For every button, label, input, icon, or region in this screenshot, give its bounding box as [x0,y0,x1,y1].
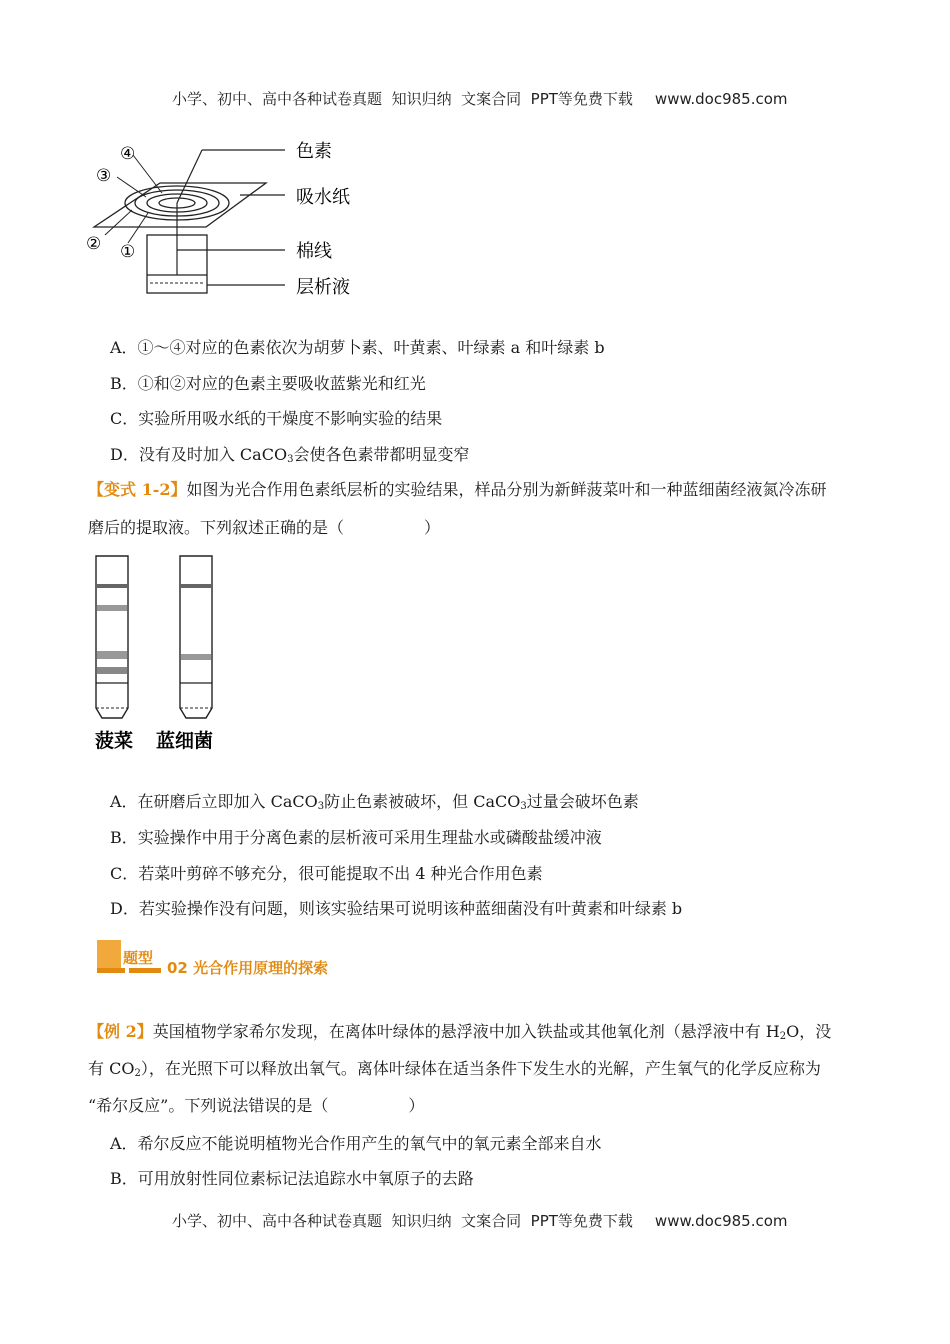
section-title: 02 光合作用原理的探索 [167,959,329,977]
example-line2 [88,1056,821,1079]
q1-option-d-text: D．没有及时加入 CaCO [110,445,288,464]
q1-option-d-tail: 会使各色素带都明显变窄 [293,445,470,464]
fig1-label-thread: 棉线 [296,241,332,262]
q2-option-a-post: 过量会破坏色素 [526,792,639,811]
footer-url: www.doc985.com [654,1212,788,1230]
fig1-label-paper: 吸水纸 [296,187,350,208]
example-text1b: O，没 [786,1022,832,1041]
q1-option-d-sub: 3 [287,454,294,465]
fig1-number-2: ② [86,234,102,254]
header-text: 小学、初中、高中各种试卷真题 知识归纳 文案合同 PPT等免费下载 [172,90,633,108]
example-text1a: 英国植物学家希尔发现，在离体叶绿体的悬浮液中加入铁盐或其他氧化剂（悬浮液中有 H [152,1022,780,1041]
q1-option-b: B．①和②对应的色素主要吸收蓝紫光和红光 [110,374,426,393]
header-url: www.doc985.com [654,90,788,108]
footer-text: 小学、初中、高中各种试卷真题 知识归纳 文案合同 PPT等免费下载 [172,1212,633,1230]
fig1-label-pigment: 色素 [296,141,332,162]
variant-tag: 【变式 1-2】 [88,480,187,499]
example-line1 [88,1019,831,1042]
q2-option-a-pre: A．在研磨后立即加入 CaCO [110,792,318,811]
q1-option-c: C．实验所用吸水纸的干燥度不影响实验的结果 [110,409,443,428]
example-option-b: B．可用放射性同位素标记法追踪水中氧原子的去路 [110,1169,474,1188]
q2-option-a-sub2: 3 [520,801,527,812]
section-badge [97,940,167,976]
example-sub-co2: 2 [134,1068,141,1079]
page-header [0,70,950,109]
fig2-label-cyanobacteria: 蓝细菌 [156,730,214,752]
q2-option-a-sub1: 3 [317,801,325,812]
fig2-label-spinach: 菠菜 [95,730,134,752]
variant-line2: 磨后的提取液。下列叙述正确的是（ ） [88,518,441,537]
example-line3: “希尔反应”。下列说法错误的是（ ） [88,1096,425,1115]
q2-option-d: D．若实验操作没有问题，则该实验结果可说明该种蓝细菌没有叶黄素和叶绿素 b [110,899,683,918]
q2-option-a-mid: 防止色素被破坏，但 CaCO [324,792,521,811]
example-sub-h2o: 2 [779,1031,787,1042]
example-option-a: A．希尔反应不能说明植物光合作用产生的氧气中的氧元素全部来自水 [110,1134,602,1153]
fig1-number-1: ① [120,242,136,262]
chromatography-diagram [80,135,380,305]
example-text2a: 有 CO [88,1059,135,1078]
page-footer [0,1192,950,1231]
q1-option-a: A．①～④对应的色素依次为胡萝卜素、叶黄素、叶绿素 a 和叶绿素 b [110,338,605,357]
fig1-number-4: ④ [120,144,136,164]
example-text2b: ），在光照下可以释放出氧气。离体叶绿体在适当条件下发生水的光解，产生氧气的化学反应称为 [140,1059,821,1078]
example-tag: 【例 2】 [88,1022,153,1041]
variant-text1: 如图为光合作用色素纸层析的实验结果，样品分别为新鲜菠菜叶和一种蓝细菌经液氮冷冻研 [186,480,827,499]
fig1-number-3: ③ [96,166,112,186]
q2-option-b: B．实验操作中用于分离色素的层析液可采用生理盐水或磷酸盐缓冲液 [110,828,602,847]
q1-option-d [110,442,469,465]
chromatography-strips [90,550,230,755]
section-badge-text: 题型 [123,949,154,967]
q2-option-a [110,789,639,812]
q2-option-c: C．若菜叶剪碎不够充分，很可能提取不出 4 种光合作用色素 [110,864,543,883]
variant-line1 [88,477,827,500]
fig1-label-solvent: 层析液 [296,277,350,298]
